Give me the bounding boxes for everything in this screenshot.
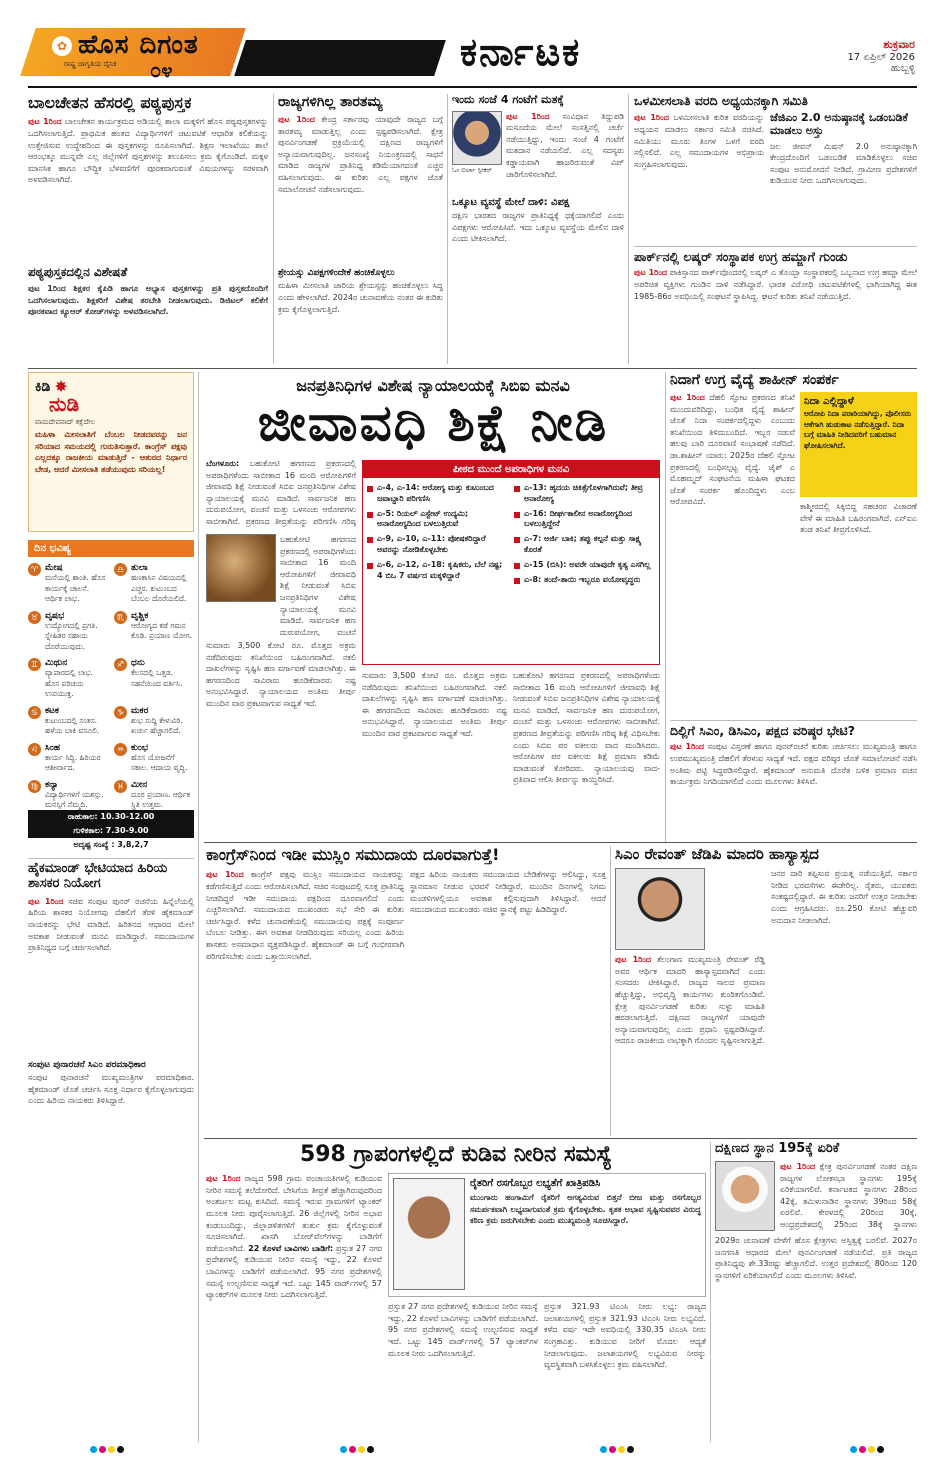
horoscope-title: ದಿನ ಭವಿಷ್ಯ (28, 540, 194, 557)
article-body: ಪ್ರಸ್ತುತ 321.93 ಟಿಎಂಸಿ ನೀರು ಲಭ್ಯ: ರಾಜ್ಯದ ಜಲಾಶಯಗಳಲ್ಲಿ ಪ್ರಸ್ತುತ 321.93 ಟಿಎಂಸಿ ನೀರು ಲಭ್ಯವಿದೆ. ಕಳೆದ ವರ್ಷ ಇದೇ ಅವಧಿಯಲ್ಲಿ 330.35 ಟಿಎಂಸಿ ನೀರು ಸಂಗ್ರಹವಿತ್ತು. ಕುಡಿಯುವ ನೀರಿಗೆ ಮೊದಲ ಆದ್ಯತೆ ನೀಡಲಾಗುವುದು. ಜಲಾಶಯಗಳಲ್ಲಿ ಲಭ್ಯವಿರುವ ನೀರನ್ನು ವ್ಯವಸ್ಥಿತವಾಗಿ ಬಳಸಿಕೊಳ್ಳಲು ಕ್ರಮ ವಹಿಸಲಾಗಿದೆ. (544, 1302, 706, 1370)
box-body: ಜಲ ಜೀವನ್ ಮಿಷನ್ 2.0 ಅನುಷ್ಠಾನಕ್ಕಾಗಿ ಕೇಂದ್ರದೊಂದಿಗೆ ಒಡಂಬಡಿಕೆ ಮಾಡಿಕೊಳ್ಳಲು ಸಚಿವ ಸಂಪುಟ ಅನುಮೋದನೆ ನೀಡಿದೆ. ಗ್ರಾಮೀಣ ಪ್ರದೇಶಗಳಿಗೆ ಕುಡಿಯುವ ನೀರು ಒದಗಿಸಲಾಗುವುದು. (770, 141, 917, 186)
subheadline: ಶ್ರೇಯಸ್ಸು ವಿಪಕ್ಷಗಳಿಂದೇಕೆ ಹಂಚಿಕೊಳ್ಳಲು (278, 268, 395, 279)
zodiac-icon: ♍ (28, 780, 41, 793)
article-congress (206, 846, 606, 1136)
dateline: ಪುಟ 1ರಿಂದ (28, 896, 64, 906)
sign-name: ಧನು (131, 658, 145, 668)
sign-prediction: ವಿದ್ಯಾರ್ಥಿಗಳಿಗೆ ಯಶಸ್ಸು. ಮನಸ್ಸಿಗೆ ನೆಮ್ಮದಿ. (45, 789, 104, 809)
page-number: ೦೪ (150, 58, 173, 82)
zodiac-icon: ♓ (114, 780, 127, 793)
zodiac-icon: ♎ (114, 563, 127, 576)
sign-prediction: ಉದ್ಯೋಗದಲ್ಲಿ ಪ್ರಗತಿ. ಸ್ನೇಹಿತರ ಸಹಾಯ ದೊರೆಯುವುದು. (45, 620, 98, 651)
spark-icon: ✸ (54, 377, 68, 396)
dateline: ಪುಟ 1ರಿಂದ (506, 111, 550, 121)
horoscope-sign (114, 658, 194, 700)
sign-prediction: ಹೊಸ ಯೋಜನೆಗೆ ಸಕಾಲ. ಆದಾಯ ವೃದ್ಧಿ. (131, 752, 188, 772)
subheadline: ಸಂಪುಟ ಪುನಾರಚನೆ ಸಿಎಂ ಪರಮಾಧಿಕಾರ (28, 1059, 146, 1070)
headline: 598 ಗ್ರಾಪಂಗಳಲ್ಲಿದೆ ಕುಡಿವ ನೀರಿನ ಸಮಸ್ಯೆ (299, 1142, 613, 1167)
article-body: ದಕ್ಷಿಣ ಭಾರತದ ರಾಜ್ಯಗಳ ಪ್ರಾತಿನಿಧ್ಯಕ್ಕೆ ಧಕ್ಕೆಯಾಗಲಿದೆ ಎಂದು ವಿಪಕ್ಷಗಳು ಆರೋಪಿಸಿವೆ. ಇದು ಒಕ್ಕೂಟ ವ್ಯವಸ್ಥೆಯ ಮೇಲಿನ ದಾಳಿ ಎಂದು ಟೀಕಿಸಲಾಗಿದೆ. (452, 211, 624, 244)
horoscope-sign (28, 706, 108, 737)
article-body: ಸಂವಿಧಾನ ತಿದ್ದುಪಡಿ ಮಸೂದೆಯ ಮೇಲೆ ಸಂಸತ್ತಿನಲ್ಲಿ ಚರ್ಚೆ ನಡೆಯುತ್ತಿದ್ದು, ಇಂದು ಸಂಜೆ 4 ಗಂಟೆಗೆ ಮತದಾನ ನಡೆಯಲಿದೆ. ಎಲ್ಲ ಸದಸ್ಯರು ಕಡ್ಡಾಯವಾಗಿ ಹಾಜರಿರುವಂತೆ ವಿಪ್ ಜಾರಿಗೊಳಿಸಲಾಗಿದೆ. (506, 111, 624, 179)
print-registration-marks (850, 1446, 884, 1453)
nida-box-title: ನಿದಾ ಎಲ್ಲಿದ್ದಾಳೆ (804, 396, 854, 408)
subheadline: ಪಠ್ಯಪುಸ್ತಕದಲ್ಲಿನ ವಿಶೇಷತೆ (28, 265, 128, 280)
dateline: ಪುಟ 1ರಿಂದ (206, 870, 244, 880)
sign-prediction: ವ್ಯಾಪಾರದಲ್ಲಿ ಲಾಭ. ಹೊಸ ಪರಿಚಯ ಉಪಯುಕ್ತ. (45, 668, 93, 698)
headline: ದಕ್ಷಿಣದ ಸ್ಥಾನ 195ಕ್ಕೆ ಏರಿಕೆ (715, 1141, 840, 1156)
article-body: ಸುಮಾರು 3,500 ಕೋಟಿ ರೂ. ಮೊತ್ತದ ಅಕ್ರಮ ನಡೆದಿರುವುದು ತನಿಖೆಯಿಂದ ಬಹಿರಂಗವಾಗಿದೆ. ನಕಲಿ ದಾಖಲೆಗಳನ್ನು ಸೃಷ್ಟಿಸಿ ಹಣ ವರ್ಗಾವಣೆ ಮಾಡಲಾಗಿತ್ತು. ಈ ಹಗರಣದಿಂದ ಸಾವಿರಾರು ಹೂಡಿಕೆದಾರರು ನಷ್ಟ ಅನುಭವಿಸಿದ್ದಾರೆ. ನ್ಯಾಯಾಲಯದ ಅಂತಿಮ ತೀರ್ಪು ಮುಂದಿನ ವಾರ ಪ್ರಕಟವಾಗುವ ಸಾಧ್ಯತೆ ಇದೆ. (362, 671, 507, 738)
sign-name: ಕನ್ಯಾ (45, 779, 59, 790)
article-obc (634, 94, 917, 244)
sign-prediction: ಶುಭ ಸುದ್ದಿ ಕೇಳುವಿರಿ. ಖರ್ಚು ಹೆಚ್ಚಾಗಲಿದೆ. (131, 715, 183, 735)
appeal-list-right (514, 483, 655, 589)
nudi-title: ನುಡಿ (49, 392, 80, 416)
article-body: ಪಾಕಿಸ್ತಾನದ ಪಾರ್ಕ್‌ವೊಂದರಲ್ಲಿ ಲಷ್ಕರ್ ಎ ತೊಯ್ಬಾ ಸಂಸ್ಥಾಪಕರಲ್ಲಿ ಒಬ್ಬನಾದ ಉಗ್ರ ಹಮ್ಜಾ ಮೇಲೆ ಅಪರಿಚಿತ ವ್ಯಕ್ತಿಗಳು ಗುಂಡಿನ ದಾಳಿ ನಡೆಸಿದ್ದಾರೆ. ಭಾರತ ವಿರೋಧಿ ಚಟುವಟಿಕೆಗಳಲ್ಲಿ ಭಾಗಿಯಾಗಿದ್ದ ಈತ 1985-86ರ ಅವಧಿಯಲ್ಲಿ ಸಂಘಟನೆ ಸ್ಥಾಪಿಸಿದ್ದ. ಘಟನೆ ಕುರಿತು ತನಿಖೆ ನಡೆಯುತ್ತಿದೆ. (634, 268, 917, 301)
issue-city: ಹುಬ್ಬಳ್ಳಿ (890, 63, 915, 74)
article-shaheen (670, 372, 917, 717)
kidi-byline: ವಾಮದೇವವಾದ್ ಕಕ್ಷೆದೇಲ (35, 418, 95, 426)
dateline: ಪುಟ 1ರಿಂದ (634, 268, 668, 278)
article-body: ಪಕ್ಷದ ಹಿರಿಯ ನಾಯಕರು ಸಮುದಾಯದ ಬೇಡಿಕೆಗಳನ್ನು ಆಲಿಸಿದ್ದು, ಸೂಕ್ತ ಸ್ಥಾನಮಾನ ನೀಡುವ ಭರವಸೆ ನೀಡಿದ್ದಾರೆ. ಮುಂದಿನ ದಿನಗಳಲ್ಲಿ ನಿಗಮ ಮಂಡಳಿಗಳಲ್ಲಿಯೂ ಅವಕಾಶ ಕಲ್ಪಿಸುವುದಾಗಿ ತಿಳಿಸಿದ್ದಾರೆ. ಆದರೆ ಸಮುದಾಯದ ಮುಖಂಡರು ಸಚಿವ ಸ್ಥಾನಕ್ಕೆ ಪಟ್ಟು ಹಿಡಿದಿದ್ದಾರೆ. (410, 870, 606, 915)
article-park (634, 250, 917, 364)
headline: ನಿದಾಗೆ ಉಗ್ರ ವೈದ್ಯೆ ಶಾಹೀನ್ ಸಂಪರ್ಕ (670, 372, 839, 388)
appeal-item: ಎ-5: ರಿಯಲ್ ಎಸ್ಟೇಟ್ ಉದ್ಯಮಿ; ಅನಾರೋಗ್ಯದಿಂದ ಬಳಲುತ್ತಿರುವೆ (367, 509, 508, 531)
column-divider (198, 372, 199, 1442)
article-body: ತೆಲಂಗಾಣ ಮುಖ್ಯಮಂತ್ರಿ ರೇವಂತ್ ರೆಡ್ಡಿ ಅವರ ಆರ್ಥಿಕ ಮಾದರಿ ಹಾಸ್ಯಾಸ್ಪದವಾಗಿದೆ ಎಂದು ಸಂಸದರು ಟೀಕಿಸಿದ್ದಾರೆ. ರಾಜ್ಯದ ಸಾಲದ ಪ್ರಮಾಣ ಹೆಚ್ಚುತ್ತಿದ್ದು, ಅಭಿವೃದ್ಧಿ ಕಾರ್ಯಗಳು ಕುಂಠಿತಗೊಂಡಿವೆ. ಕ್ಷೇತ್ರ ಪುನರ್ವಿಂಗಡಣೆ ಕುರಿತು ಸುಳ್ಳು ಮಾಹಿತಿ ಹರಡಲಾಗುತ್ತಿದೆ. ದಕ್ಷಿಣದ ರಾಜ್ಯಗಳಿಗೆ ಯಾವುದೇ ಅನ್ಯಾಯವಾಗುವುದಿಲ್ಲ ಎಂದು ಪ್ರಧಾನಿ ಸ್ಪಷ್ಟಪಡಿಸಿದ್ದಾರೆ. ಆದರೂ ರಾಜಕೀಯ ಲಾಭಕ್ಕಾಗಿ ಗೊಂದಲ ಸೃಷ್ಟಿಸಲಾಗುತ್ತಿದೆ. (615, 955, 765, 1046)
article-body: ಪುಟ 1ರಿಂದ ಶಿಕ್ಷಕರ ಕೈಪಿಡಿ ಹಾಗೂ ಅಭ್ಯಾಸ ಪುಸ್ತಕಗಳನ್ನು ಪ್ರತಿ ಪುಸ್ತಕದೊಂದಿಗೆ ಒದಗಿಸಲಾಗುವುದು. ಶಿಕ್ಷಕರಿಗೆ ವಿಶೇಷ ತರಬೇತಿ ನೀಡಲಾಗುವುದು. ಡಿಜಿಟಲ್ ಕಲಿಕೆಗೆ ಪೂರಕವಾದ ಕ್ಯೂಆರ್ ಕೋಡ್‌ಗಳನ್ನು ಅಳವಡಿಸಲಾಗಿದೆ. (28, 284, 268, 317)
article-delhi (670, 724, 917, 842)
zodiac-icon: ♒ (114, 743, 127, 756)
column-divider (273, 94, 274, 364)
headline: ಪಾರ್ಕ್‌ನಲ್ಲಿ ಲಷ್ಕರ್ ಸಂಸ್ಥಾಪಕ ಉಗ್ರ ಹಮ್ಜಾಗೆ ಗುಂಡು (634, 249, 848, 264)
article-body: ಸಚಿವ ಸಂಪುಟ ಪುನರ್ ರಚನೆಯ ಹಿನ್ನೆಲೆಯಲ್ಲಿ ಹಿರಿಯ ಶಾಸಕರ ನಿಯೋಗವು ದೆಹಲಿಗೆ ತೆರಳಿ ಹೈಕಮಾಂಡ್ ನಾಯಕರನ್ನು ಭೇಟಿ ಮಾಡಿದೆ. ಹಿರಿತನದ ಆಧಾರದ ಮೇಲೆ ಅವಕಾಶ ನೀಡುವಂತೆ ಮನವಿ ಮಾಡಿದ್ದಾರೆ. ಸಮುದಾಯಗಳ ಪ್ರಾತಿನಿಧ್ಯದ ಬಗ್ಗೆ ಚರ್ಚಿಸಲಾಗಿದೆ. (28, 896, 194, 953)
nida-box-body: ಆರೋಪಿ ನಿದಾ ಪರಾರಿಯಾಗಿದ್ದು, ಪೊಲೀಸರು ಆಕೆಗಾಗಿ ಹುಡುಕಾಟ ನಡೆಸುತ್ತಿದ್ದಾರೆ. ನಿದಾ ಬಗ್ಗೆ ಮಾಹಿತಿ ನೀಡಿದವರಿಗೆ ಬಹುಮಾನ ಘೋಷಿಸಲಾಗಿದೆ. (804, 409, 912, 450)
sign-name: ಮಕರ (131, 705, 149, 716)
masthead-rule (28, 86, 917, 88)
zodiac-icon: ♋ (28, 706, 41, 719)
article-body: ಸಂಪುಟ ಪುನಾರಚನೆ ಮುಖ್ಯಮಂತ್ರಿಗಳ ಪರಮಾಧಿಕಾರ. ಹೈಕಮಾಂಡ್ ಜೊತೆ ಚರ್ಚಿಸಿ ಸೂಕ್ತ ನಿರ್ಧಾರ ಕೈಗೊಳ್ಳಲಾಗುವುದು ಎಂದು ಹಿರಿಯ ನಾಯಕರು ತಿಳಿಸಿದ್ದಾರೆ. (28, 1073, 194, 1106)
headline: ದಿಲ್ಲಿಗೆ ಸಿಎಂ, ಡಿಸಿಎಂ, ಪಕ್ಷದ ವರಿಷ್ಠರ ಭೇಟಿ? (670, 723, 855, 738)
section-divider (28, 858, 194, 859)
sign-name: ತುಲಾ (131, 563, 148, 573)
horoscope-grid (28, 557, 194, 817)
zodiac-icon: ♐ (114, 658, 127, 671)
article-body: ಸಂಪುಟ ವಿಸ್ತರಣೆ ಹಾಗೂ ಪುನರ್‌ರಚನೆ ಕುರಿತು ಚರ್ಚಿಸಲು ಮುಖ್ಯಮಂತ್ರಿ ಹಾಗೂ ಉಪಮುಖ್ಯಮಂತ್ರಿ ದೆಹಲಿಗೆ ತೆರಳುವ ಸಾಧ್ಯತೆ ಇದೆ. ಪಕ್ಷದ ವರಿಷ್ಠರ ಜೊತೆ ಸಮಾಲೋಚನೆ ನಡೆಸಿ ಅಂತಿಮ ಪಟ್ಟಿ ಸಿದ್ಧಪಡಿಸಲಿದ್ದಾರೆ. ಹೈಕಮಾಂಡ್ ಅನುಮತಿ ದೊರೆತ ಬಳಿಕ ಪ್ರಮಾಣ ವಚನ ಕಾರ್ಯಕ್ರಮ ನಿಗದಿಯಾಗಲಿದೆ ಎಂದು ಮೂಲಗಳು ತಿಳಿಸಿವೆ. (670, 742, 917, 787)
appeal-item: ಎ-6, ಎ-12, ಎ-18: ಕೃಷಿಕರು, ಬೆಲೆ ನಷ್ಟ; 4 ಬಿಒ 7 ವರ್ಷದ ಮಕ್ಕಳಿದ್ದಾರೆ (367, 560, 508, 582)
zodiac-icon: ♑ (114, 706, 127, 719)
kidi-body: ಮಹಿಳಾ ಮೀಸಲಾತಿಗೆ ಬೆಂಬಲ ನೀಡದವರನ್ನು ಜನ ಸರಿಯಾದ ಸಮಯದಲ್ಲಿ ಗುರುತಿಸುತ್ತಾರೆ. ಕಾಂಗ್ರೆಸ್ ಪಕ್ಷವು ಎಲ್ಲದಕ್ಕೂ ರಾಜಕೀಯ ಮಾಡುತ್ತಿದೆ - ಆತುರದ ನಿರ್ಧಾರ ಬೇಡ, ಆದರೆ ಮೀಸಲಾತಿ ತಡೆಯುವುದು ಸರಿಯಲ್ಲ! (35, 430, 187, 474)
article-body: ಪ್ರಸ್ತುತ 27 ನಗರ ಪ್ರದೇಶಗಳಲ್ಲಿ ಕುಡಿಯುವ ನೀರಿನ ಸಮಸ್ಯೆ ಇದ್ದು, 22 ಕೊಳವೆ ಬಾವಿಗಳನ್ನು ಬಾಡಿಗೆಗೆ ಪಡೆಯಲಾಗಿದೆ. 95 ನಗರ ಪ್ರದೇಶಗಳಲ್ಲಿ ಸಮಸ್ಯೆ ಉಲ್ಬಣಿಸುವ ಸಾಧ್ಯತೆ ಇದೆ. ಒಟ್ಟು 145 ವಾರ್ಡ್‌ಗಳಲ್ಲಿ 57 ಟ್ಯಾಂಕರ್‌ಗಳ ಮೂಲಕ ನೀರು ಒದಗಿಸಲಾಗುತ್ತಿದೆ. (206, 1243, 382, 1300)
article-body: ದೆಹಲಿ ಸ್ಫೋಟ ಪ್ರಕರಣದ ತನಿಖೆ ಮುಂದುವರಿದಿದ್ದು, ಬಂಧಿತ ವೈದ್ಯೆ ಶಾಹೀನ್ ಜೊತೆ ನಿದಾ ಸಂಪರ್ಕದಲ್ಲಿದ್ದಳು ಎಂಬುದು ತನಿಖೆಯಿಂದ ತಿಳಿದುಬಂದಿದೆ. ಇಬ್ಬರ ನಡುವೆ ಹಲವು ಬಾರಿ ದೂರವಾಣಿ ಸಂಭಾಷಣೆ ನಡೆದಿದೆ. ಡಾ.ಶಾಹೀನ್ ಯಾರು: 2025ರ ದೆಹಲಿ ಸ್ಫೋಟ ಪ್ರಕರಣದಲ್ಲಿ ಬಂಧಿಸಲ್ಪಟ್ಟ ವೈದ್ಯೆ. ಜೈಶ್ ಎ ಮೊಹಮ್ಮದ್ ಸಂಘಟನೆಯ ಮಹಿಳಾ ಘಟಕದ ಜೊತೆ ಸಂಪರ್ಕ ಹೊಂದಿದ್ದಳು ಎಂಬ ಆರೋಪವಿದೆ. (670, 393, 795, 507)
zodiac-icon: ♌ (28, 743, 41, 756)
headline: ಬಾಲಚೇತನ ಹೆಸರಲ್ಲಿ ಪಠ್ಯಪುಸ್ತಕ (28, 93, 192, 112)
article-body: ಬಹುಕೋಟಿ ಹಗರಣದ ಪ್ರಕರಣದಲ್ಲಿ ಅಪರಾಧಿಗಳೆಂದು ಸಾಬೀತಾದ 16 ಮಂದಿ ಆರೋಪಿಗಳಿಗೆ ಜೀವಾವಧಿ ಶಿಕ್ಷೆ ನೀಡುವಂತೆ ಸಿಬಿಐ ಜನಪ್ರತಿನಿಧಿಗಳ ವಿಶೇಷ ನ್ಯಾಯಾಲಯಕ್ಕೆ ಮನವಿ ಮಾಡಿದೆ. ಸಾರ್ವಜನಿಕ ಹಣ ದುರುಪಯೋಗ, ವಂಚನೆ ಮತ್ತು ಒಳಸಂಚು ಆರೋಪಗಳು ಸಾಬೀತಾಗಿವೆ. ಪ್ರಕರಣದ ತೀವ್ರತೆಯನ್ನು ಪರಿಗಣಿಸಿ ಗರಿಷ್ಠ ಶಿಕ್ಷೆ ವಿಧಿಸಬೇಕು ಎಂದು ಸಿಬಿಐ ಪರ ವಕೀಲರು ವಾದ ಮಂಡಿಸಿದರು. ಆರೋಪಿಗಳ ಪರ ವಕೀಲರು ಶಿಕ್ಷೆ ಪ್ರಮಾಣ ಕಡಿಮೆ ಮಾಡುವಂತೆ ಕೋರಿದರು. ನ್ಯಾಯಾಲಯವು ವಾದ-ಪ್ರತಿವಾದ ಆಲಿಸಿ ತೀರ್ಪನ್ನು ಕಾಯ್ದಿರಿಸಿದೆ. (513, 671, 660, 785)
kidi-nudi-box (28, 372, 194, 532)
horoscope-sign (114, 780, 194, 811)
horoscope-sign (114, 706, 194, 737)
article-body: ಬಹುಕೋಟಿ ಹಗರಣದ ಪ್ರಕರಣದಲ್ಲಿ ಅಪರಾಧಿಗಳೆಂದು ಸಾಬೀತಾದ 16 ಮಂದಿ ಆರೋಪಿಗಳಿಗೆ ಜೀವಾವಧಿ ಶಿಕ್ಷೆ ನೀಡುವಂತೆ ಸಿಬಿಐ ಜನಪ್ರತಿನಿಧಿಗಳ ವಿಶೇಷ ನ್ಯಾಯಾಲಯಕ್ಕೆ ಮನವಿ ಮಾಡಿದೆ. ಸಾರ್ವಜನಿಕ ಹಣ ದುರುಪಯೋಗ, ವಂಚನೆ (280, 535, 356, 637)
article-body: ಜನರ ದಾರಿ ತಪ್ಪಿಸುವ ಪ್ರಯತ್ನ ನಡೆಯುತ್ತಿದೆ. ಸರ್ಕಾರ ನೀಡಿದ ಭರವಸೆಗಳು ಈಡೇರಿಲ್ಲ. ರೈತರು, ಯುವಕರು ಸಂಕಷ್ಟದಲ್ಲಿದ್ದಾರೆ. ಈ ಕುರಿತು ಜನರಿಗೆ ಉತ್ತರ ನೀಡಬೇಕು ಎಂದು ಆಗ್ರಹಿಸಿದರು. ರೂ.250 ಕೋಟಿ ಹೆಚ್ಚುವರಿ ಅನುದಾನ ನೀಡಲಾಗಿದೆ. (771, 869, 917, 925)
article-south (715, 1142, 917, 1442)
dateline: ಪುಟ 1ರಿಂದ (670, 393, 705, 403)
mp-photo (615, 868, 705, 950)
jjm-box (770, 112, 917, 230)
sign-prediction: ಮನೆಯಲ್ಲಿ ಶಾಂತಿ. ಹೊಸ ಕಾರ್ಯಕ್ಕೆ ಚಾಲನೆ. ಆರ್ಥಿಕ ಲಾಭ. (45, 573, 106, 603)
sign-prediction: ಆರೋಗ್ಯದ ಕಡೆ ಗಮನ ಕೊಡಿ. ಪ್ರಯಾಣ ಯೋಗ. (131, 620, 192, 640)
headline: ಸಿಎಂ ರೇವಂತ್ ಜೆಡಿಪಿ ಮಾದರಿ ಹಾಸ್ಯಾಸ್ಪದ (615, 845, 819, 863)
appeal-item: ಎ-8: ತಂದೆ-ತಾಯಿ ಇಬ್ಬರೂ ವಯೋವೃದ್ಧರು (514, 575, 655, 586)
zodiac-icon: ♏ (114, 611, 127, 624)
sign-name: ವೃಷಭ (45, 610, 65, 621)
horoscope-sign (28, 563, 108, 605)
sign-prediction: ಕಾರ್ಯ ಸಿದ್ಧಿ. ಹಿರಿಯರ ಆಶೀರ್ವಾದ. (45, 752, 101, 772)
sign-prediction: ಹಣಕಾಸಿನ ವಿಷಯದಲ್ಲಿ ಎಚ್ಚರ. ಕುಟುಂಬದ ಬೆಂಬಲ ದೊರೆಯಲಿದೆ. (131, 573, 187, 603)
fertilizer-box (388, 1173, 706, 1297)
column-divider (610, 846, 611, 1136)
zodiac-icon: ♈ (28, 563, 41, 576)
nida-box (800, 392, 917, 497)
article-body: ಕ್ಷೇತ್ರ ಪುನರ್ವಿಂಗಡಣೆ ನಂತರ ದಕ್ಷಿಣ ರಾಜ್ಯಗಳ ಲೋಕಸಭಾ ಸ್ಥಾನಗಳು 195ಕ್ಕೆ ಏರಿಕೆಯಾಗಲಿವೆ. ಕರ್ನಾಟಕದ ಸ್ಥಾನಗಳು 28ರಿಂದ 42ಕ್ಕೆ, ತಮಿಳುನಾಡಿನ ಸ್ಥಾನಗಳು 39ರಿಂದ 58ಕ್ಕೆ ಏರಲಿವೆ. ಕೇರಳದಲ್ಲಿ 20ರಿಂದ 30ಕ್ಕೆ, ಆಂಧ್ರಪ್ರದೇಶದಲ್ಲಿ 25ರಿಂದ 38ಕ್ಕೆ ಸ್ಥಾನಗಳು (780, 1161, 917, 1229)
sign-name: ಕುಂಭ (131, 742, 149, 753)
gavel-photo (206, 534, 276, 602)
appeal-box (362, 460, 660, 665)
article-water (206, 1142, 706, 1442)
section-divider (204, 842, 917, 843)
sign-prediction: ಕುಟುಂಬದಲ್ಲಿ ಸಂತಸ. ಹಳೆಯ ಬಾಕಿ ವಸೂಲಿ. (45, 715, 100, 735)
timings-box (28, 810, 194, 856)
logo-text: ಹೊಸ ದಿಗಂತ (78, 30, 199, 60)
masthead-black-band (234, 40, 446, 76)
gulika-kala: ಗುಳಿಕಕಾಲ: 7.30-9.00 (28, 824, 194, 838)
article-body: ಕಾಶ್ಮೀರದಲ್ಲಿ ಸಿಕ್ಕಿಬಿದ್ದ ಸಹಚರರ ವಿಚಾರಣೆ ವೇಳೆ ಈ ಮಾಹಿತಿ ಬಹಿರಂಗವಾಗಿದೆ. ಎನ್‌ಐಎ ತಂಡ ತನಿಖೆ ತೀವ್ರಗೊಳಿಸಿದೆ. (800, 502, 917, 535)
section-title: ಕರ್ನಾಟಕ (460, 30, 582, 74)
dateline: ಪುಟ 1ರಿಂದ (634, 113, 669, 123)
article-body: ಬಾಲಚೇತನ ಕಾರ್ಯಕ್ರಮದ ಅಡಿಯಲ್ಲಿ ಶಾಲಾ ಮಕ್ಕಳಿಗೆ ಹೊಸ ಪಠ್ಯಪುಸ್ತಕಗಳನ್ನು ಒದಗಿಸಲಾಗುತ್ತಿದೆ. ಪ್ರಾಥಮಿಕ ಹಂತದ ವಿದ್ಯಾರ್ಥಿಗಳಿಗೆ ಚಟುವಟಿಕೆ ಆಧಾರಿತ ಕಲಿಕೆಯನ್ನು ಉತ್ತೇಜಿಸುವ ಉದ್ದೇಶದಿಂದ ಈ ಪುಸ್ತಕಗಳನ್ನು ರೂಪಿಸಲಾಗಿದೆ. ಶಿಕ್ಷಣ ಇಲಾಖೆಯು ಶಾಲೆ ಆರಂಭಕ್ಕೂ ಮುನ್ನವೇ ಎಲ್ಲ ಜಿಲ್ಲೆಗಳಿಗೆ ಪುಸ್ತಕಗಳನ್ನು ತಲುಪಿಸಲು ಕ್ರಮ ಕೈಗೊಂಡಿದೆ. ಮಕ್ಕಳ ಮಾನಸಿಕ ಹಾಗೂ ಬೌದ್ಧಿಕ ಬೆಳವಣಿಗೆಗೆ ಪೂರಕವಾಗುವಂತೆ ವಿಷಯಗಳನ್ನು ಸರಳವಾಗಿ ಅಳವಡಿಸಲಾಗಿದೆ. (28, 117, 268, 185)
column-divider (628, 94, 629, 364)
masthead (0, 0, 945, 92)
section-divider (670, 720, 917, 721)
sign-name: ಮೇಷ (45, 563, 63, 573)
column-divider (710, 1142, 711, 1442)
article-tonight (452, 94, 624, 364)
horoscope-sign (28, 611, 108, 653)
horoscope-sign (28, 780, 108, 811)
headline: ಒಳಮೀಸಲಾತಿ ವರದಿ ಅಧ್ಯಯನಕ್ಕಾಗಿ ಸಮಿತಿ (634, 93, 808, 108)
article-states (278, 94, 443, 364)
article-hikmand (28, 862, 194, 1442)
section-divider (28, 368, 917, 369)
headline: ರಾಜ್ಯಗಳಿಗಿಲ್ಲ ತಾರತಮ್ಯ (278, 94, 383, 110)
article-body: ಒಳಮೀಸಲಾತಿ ಕುರಿತ ವರದಿಯನ್ನು ಅಧ್ಯಯನ ಮಾಡಲು ಸರ್ಕಾರ ಸಮಿತಿ ರಚಿಸಿದೆ. ಸಮಿತಿಯು ಮೂರು ತಿಂಗಳ ಒಳಗೆ ವರದಿ ಸಲ್ಲಿಸಲಿದೆ. ಎಲ್ಲ ಸಮುದಾಯಗಳ ಅಭಿಪ್ರಾಯ ಸಂಗ್ರಹಿಸಲಾಗುವುದು. (634, 113, 764, 169)
sign-name: ಮೀನ (131, 779, 148, 790)
sign-name: ಕಟಕ (45, 705, 59, 716)
box-headline: ಜೆಜಿಎಂ 2.0 ಅನುಷ್ಠಾನಕ್ಕೆ ಒಡಂಬಡಿಕೆ ಮಾಡಲು ಅಸ್ತು (770, 111, 908, 138)
dateline: ಪುಟ 1ರಿಂದ (780, 1161, 816, 1171)
rahu-kala: ರಾಹುಕಾಲ: 10.30-12.00 (28, 810, 194, 824)
dateline: ಪುಟ 1ರಿಂದ (615, 955, 652, 965)
article-revanth (615, 846, 917, 1136)
lotus-icon: ✿ (52, 36, 72, 56)
headline: ಕಾಂಗ್ರೆಸ್‌ನಿಂದ ಇಡೀ ಮುಸ್ಲಿಂ ಸಮುದಾಯ ದೂರವಾಗುತ್ತೆ! (206, 845, 500, 864)
appeal-list-left (367, 483, 508, 589)
horoscope-sign (28, 743, 108, 774)
horoscope-section (28, 540, 194, 810)
horoscope-sign (28, 658, 108, 700)
subheadline: ಒಕ್ಕೂಟ ವ್ಯವಸ್ಥೆ ಮೇಲೆ ದಾಳಿ: ವಿಪಕ್ಷ (452, 196, 570, 208)
minister-photo (715, 1161, 775, 1231)
zodiac-icon: ♊ (28, 658, 41, 671)
dateline: ಪುಟ 1ರಿಂದ (206, 1174, 241, 1184)
section-divider (204, 1138, 917, 1139)
article-body: ಕಾಂಗ್ರೆಸ್ ಪಕ್ಷವು ಮುಸ್ಲಿಂ ಸಮುದಾಯದ ನಾಯಕರನ್ನು ಕಡೆಗಣಿಸುತ್ತಿದೆ ಎಂದು ಆರೋಪಿಸಲಾಗಿದೆ. ಸಚಿವ ಸಂಪುಟದಲ್ಲಿ ಸೂಕ್ತ ಪ್ರಾತಿನಿಧ್ಯ ನೀಡದಿದ್ದರೆ ಇಡೀ ಸಮುದಾಯ ಪಕ್ಷದಿಂದ ದೂರವಾಗಲಿದೆ ಎಂದು ಎಚ್ಚರಿಸಲಾಗಿದೆ. ಸಮುದಾಯದ ಮುಖಂಡರು ಸಭೆ ಸೇರಿ ಈ ಕುರಿತು ಚರ್ಚಿಸಿದ್ದಾರೆ. ಕಳೆದ ಚುನಾವಣೆಯಲ್ಲಿ ಸಮುದಾಯವು ಪಕ್ಷಕ್ಕೆ ಸಂಪೂರ್ಣ ಬೆಂಬಲ ನೀಡಿತ್ತು. ಈಗ ಅವಕಾಶ ನೀಡದಿರುವುದು ಸರಿಯಲ್ಲ ಎಂದು ಹಿರಿಯ ಶಾಸಕರು ಅಸಮಾಧಾನ ವ್ಯಕ್ತಪಡಿಸಿದ್ದಾರೆ. ಹೈಕಮಾಂಡ್ ಈ ಬಗ್ಗೆ ಗಂಭೀರವಾಗಿ ಪರಿಗಣಿಸಬೇಕು ಎಂದು ಒತ್ತಾಯಿಸಲಾಗಿದೆ. (206, 870, 404, 961)
column-divider (447, 94, 448, 364)
headline: ಹೈಕಮಾಂಡ್ ಭೇಟಿಯಾದ ಹಿರಿಯ ಶಾಸಕರ ನಿಯೋಗ (28, 861, 168, 891)
appeal-item: ಎ-7: ಅರ್ಜಿ ಬಾಕಿ; ತಪ್ಪು ಕಲ್ಪನೆ ಮತ್ತು ಸಾಕ್ಷ್ಯ ಕೊರತೆ (514, 534, 655, 556)
article-body: ಕೇಂದ್ರ ಸರ್ಕಾರವು ಯಾವುದೇ ರಾಜ್ಯದ ಬಗ್ಗೆ ತಾರತಮ್ಯ ಮಾಡುತ್ತಿಲ್ಲ ಎಂದು ಸ್ಪಷ್ಟಪಡಿಸಲಾಗಿದೆ. ಕ್ಷೇತ್ರ ಪುನರ್ವಿಂಗಡಣೆ ಪ್ರಕ್ರಿಯೆಯಲ್ಲಿ ದಕ್ಷಿಣದ ರಾಜ್ಯಗಳಿಗೆ ಅನ್ಯಾಯವಾಗುವುದಿಲ್ಲ. ಜನಸಂಖ್ಯೆ ನಿಯಂತ್ರಣದಲ್ಲಿ ಸಾಧನೆ ಮಾಡಿದ ರಾಜ್ಯಗಳ ಪ್ರಾತಿನಿಧ್ಯ ಕಡಿಮೆಯಾಗದಂತೆ ಎಚ್ಚರ ವಹಿಸಲಾಗುವುದು. ಈ ಕುರಿತು ಎಲ್ಲ ಪಕ್ಷಗಳ ಜೊತೆ ಸಮಾಲೋಚನೆ ನಡೆಸಲಾಗುವುದು. (278, 115, 443, 194)
cm-photo (393, 1178, 465, 1290)
subheadline: 22 ಕೊಳವೆ ಬಾವಿಗಳು ಬಾಡಿಗೆ: (248, 1243, 334, 1253)
appeal-item: ಎ-4, ಎ-14: ಆರೋಗ್ಯ ಮತ್ತು ಕುಟುಂಬದ ಜವಾಬ್ದಾರಿ ಪರಿಗಣಿಸಿ (367, 483, 508, 505)
sign-name: ಸಿಂಹ (45, 742, 61, 753)
article-body: ಸುಮಾರು 3,500 ಕೋಟಿ ರೂ. ಮೊತ್ತದ ಅಕ್ರಮ ನಡೆದಿರುವುದು ತನಿಖೆಯಿಂದ ಬಹಿರಂಗವಾಗಿದೆ. ನಕಲಿ ದಾಖಲೆಗಳನ್ನು ಸೃಷ್ಟಿಸಿ ಹಣ ವರ್ಗಾವಣೆ ಮಾಡಲಾಗಿತ್ತು. ಈ ಹಗರಣದಿಂದ ಸಾವಿರಾರು ಹೂಡಿಕೆದಾರರು ನಷ್ಟ ಅನುಭವಿಸಿದ್ದಾರೆ. ನ್ಯಾಯಾಲಯದ ಅಂತಿಮ ತೀರ್ಪು ಮುಂದಿನ ವಾರ ಪ್ರಕಟವಾಗುವ ಸಾಧ್ಯತೆ ಇದೆ. (206, 641, 356, 708)
lead-kicker: ಜನಪ್ರತಿನಿಧಿಗಳ ವಿಶೇಷ ನ್ಯಾಯಾಲಯಕ್ಕೆ ಸಿಬಿಐ ಮನವಿ (296, 376, 570, 395)
dateline: ಬೆಂಗಳೂರು: (206, 459, 240, 468)
sign-name: ವೃಶ್ಚಿಕ (131, 610, 149, 621)
print-registration-marks (340, 1446, 374, 1453)
speaker-photo (452, 111, 502, 191)
fertilizer-body: ಮುಂಗಾರು ಹಂಗಾಮಿಗೆ ರೈತರಿಗೆ ಅಗತ್ಯವಿರುವ ಬಿತ್ತನೆ ಬೀಜ ಮತ್ತು ರಸಗೊಬ್ಬರ ಸಮರ್ಪಕವಾಗಿ ಲಭ್ಯವಾಗುವಂತೆ ಕ್ರಮ ಕೈಗೊಳ್ಳಬೇಕು. ಕೃತಕ ಅಭಾವ ಸೃಷ್ಟಿಸುವವರ ವಿರುದ್ಧ ಕಠಿಣ ಕ್ರಮ ಜರುಗಿಸಬೇಕು ಎಂದು ಮುಖ್ಯಮಂತ್ರಿ ಸೂಚಿಸಿದ್ದಾರೆ. (470, 1193, 701, 1226)
appeal-item: ಎ-13: ಹೃದಯ ಚಿಕಿತ್ಸೆಗೊಳಗಾಗಿರುವೆ; ತೀವ್ರ ಅನಾರೋಗ್ಯ (514, 483, 655, 505)
newspaper-logo (52, 30, 199, 61)
article-body: 2029ರ ಚುನಾವಣೆ ವೇಳೆಗೆ ಹೊಸ ಕ್ಷೇತ್ರಗಳು ಅಸ್ತಿತ್ವಕ್ಕೆ ಬರಲಿವೆ. 2027ರ ಜನಗಣತಿ ಆಧಾರದ ಮೇಲೆ ಪುನರ್ವಿಂಗಡಣೆ ನಡೆಯಲಿದೆ. ಪ್ರತಿ ರಾಜ್ಯದ ಪ್ರಾತಿನಿಧ್ಯವು ಶೇ.33ರಷ್ಟು ಹೆಚ್ಚಾಗಲಿದೆ. ಉತ್ತರ ಪ್ರದೇಶದಲ್ಲಿ 80ರಿಂದ 120 ಸ್ಥಾನಗಳಿಗೆ ಏರಿಕೆಯಾಗಲಿದೆ ಎಂದು ಮೂಲಗಳು ತಿಳಿಸಿವೆ. (715, 1235, 917, 1280)
headline: ಇಂದು ಸಂಜೆ 4 ಗಂಟೆಗೆ ಮತಕ್ಕೆ (452, 93, 564, 106)
horoscope-sign (114, 563, 194, 605)
article-body: ಮಹಿಳಾ ಮೀಸಲಾತಿ ಜಾರಿಯ ಶ್ರೇಯಸ್ಸನ್ನು ಹಂಚಿಕೊಳ್ಳಲು ಸಿದ್ಧ ಎಂದು ಹೇಳಲಾಗಿದೆ. 2024ರ ಚುನಾವಣೆಯ ನಂತರ ಈ ಕುರಿತು ಕ್ರಮ ಕೈಗೊಳ್ಳಲಾಗುತ್ತಿದೆ. (278, 281, 443, 314)
article-body: ರಾಜ್ಯದ 598 ಗ್ರಾಮ ಪಂಚಾಯತಿಗಳಲ್ಲಿ ಕುಡಿಯುವ ನೀರಿನ ಸಮಸ್ಯೆ ತಲೆದೋರಿದೆ. ಬೇಸಿಗೆಯ ತೀವ್ರತೆ ಹೆಚ್ಚಾಗಿರುವುದರಿಂದ ಅಂತರ್ಜಲ ಮಟ್ಟ ಕುಸಿದಿದೆ. ಸಮಸ್ಯೆ ಇರುವ ಗ್ರಾಮಗಳಿಗೆ ಟ್ಯಾಂಕರ್ ಮೂಲಕ ನೀರು ಪೂರೈಸಲಾಗುತ್ತಿದೆ. 26 ಜಿಲ್ಲೆಗಳಲ್ಲಿ ನೀರಿನ ಅಭಾವ ಕಂಡುಬಂದಿದ್ದು, ಜಿಲ್ಲಾಡಳಿತಗಳಿಗೆ ತುರ್ತು ಕ್ರಮ ಕೈಗೊಳ್ಳುವಂತೆ ಸೂಚಿಸಲಾಗಿದೆ. ಖಾಸಗಿ ಬೋರ್‌ವೆಲ್‌ಗಳನ್ನು ಬಾಡಿಗೆಗೆ ಪಡೆಯಲಾಗಿದೆ. (206, 1174, 382, 1253)
fertilizer-title: ರೈತರಿಗೆ ರಸಗೊಬ್ಬರ ಲಭ್ಯತೆಗೆ ಖಾತ್ರಿಪಡಿಸಿ (470, 1178, 601, 1190)
print-registration-marks (600, 1446, 634, 1453)
sign-prediction: ಕೆಲಸದಲ್ಲಿ ಒತ್ತಡ. ಸಹನೆಯಿಂದ ವರ್ತಿಸಿ. (131, 668, 183, 688)
sign-name: ಮಿಥುನ (45, 658, 68, 668)
lucky-number: ಅದೃಷ್ಟ ಸಂಖ್ಯೆ : 3,8,2,7 (73, 840, 149, 849)
issue-day: ಶುಕ್ರವಾರ (883, 38, 915, 51)
article-textbook (28, 94, 268, 364)
section-divider (634, 246, 917, 247)
appeal-item: ಎ-16: ದೀರ್ಘಕಾಲೀನ ಅನಾರೋಗ್ಯದಿಂದ ಬಳಲುತ್ತಿದ್ದೇನೆ (514, 509, 655, 531)
lead-headline: ಜೀವಾವಧಿ ಶಿಕ್ಷೆ ನೀಡಿ (257, 394, 609, 452)
horoscope-sign (114, 611, 194, 653)
appeal-box-title: ಪೀಠದ ಮುಂದೆ ಅಪರಾಧಿಗಳ ಮನವಿ (363, 461, 659, 478)
column-divider (665, 372, 666, 842)
issue-date: 17 ಏಪ್ರಿಲ್ 2026 (847, 52, 915, 63)
article-body: ಬಹುಕೋಟಿ ಹಗರಣದ ಪ್ರಕರಣದಲ್ಲಿ ಅಪರಾಧಿಗಳೆಂದು ಸಾಬೀತಾದ 16 ಮಂದಿ ಆರೋಪಿಗಳಿಗೆ ಜೀವಾವಧಿ ಶಿಕ್ಷೆ ನೀಡುವಂತೆ ಸಿಬಿಐ ಜನಪ್ರತಿನಿಧಿಗಳ ವಿಶೇಷ ನ್ಯಾಯಾಲಯಕ್ಕೆ ಮನವಿ ಮಾಡಿದೆ. ಸಾರ್ವಜನಿಕ ಹಣ ದುರುಪಯೋಗ, ವಂಚನೆ ಮತ್ತು ಒಳಸಂಚು ಆರೋಪಗಳು ಸಾಬೀತಾಗಿವೆ. ಪ್ರಕರಣದ ತೀವ್ರತೆಯನ್ನು ಪರಿಗಣಿಸಿ ಗರಿಷ್ಠ (206, 459, 356, 526)
appeal-item: ಎ-9, ಎ-10, ಎ-11: ಪೋಷಕರಿದ್ದಾರೆ ಅವರನ್ನು ನೋಡಿಕೊಳ್ಳಬೇಕು (367, 534, 508, 556)
logo-tagline: ರಾಷ್ಟ್ರ ಜಾಗೃತಿಯ ದೈನಿಕ (64, 60, 117, 68)
masthead-date-block (847, 38, 915, 74)
article-body: ಪ್ರಸ್ತುತ 27 ನಗರ ಪ್ರದೇಶಗಳಲ್ಲಿ ಕುಡಿಯುವ ನೀರಿನ ಸಮಸ್ಯೆ ಇದ್ದು, 22 ಕೊಳವೆ ಬಾವಿಗಳನ್ನು ಬಾಡಿಗೆಗೆ ಪಡೆಯಲಾಗಿದೆ. 95 ನಗರ ಪ್ರದೇಶಗಳಲ್ಲಿ ಸಮಸ್ಯೆ ಉಲ್ಬಣಿಸುವ ಸಾಧ್ಯತೆ ಇದೆ. ಒಟ್ಟು 145 ವಾರ್ಡ್‌ಗಳಲ್ಲಿ 57 ಟ್ಯಾಂಕರ್‌ಗಳ ಮೂಲಕ ನೀರು ಒದಗಿಸಲಾಗುತ್ತಿದೆ. (388, 1302, 538, 1358)
photo-caption: ಓಂ ಬಿರ್ಲಾ ಸ್ಪೀಕರ್ (452, 165, 492, 174)
kidi-title: ಕಿಡಿ (35, 378, 51, 395)
dateline: ಪುಟ 1ರಿಂದ (28, 117, 62, 127)
dateline: ಪುಟ 1ರಿಂದ (670, 742, 705, 752)
sign-prediction: ದೂರ ಪ್ರಯಾಣ. ಆರ್ಥಿಕ ಸ್ಥಿತಿ ಉತ್ತಮ. (131, 789, 190, 809)
appeal-item: ಎ-15 (ಬಿಸಿ): ಅವರೇ ಯಾವುದೇ ಕೃತ್ಯ ಎಸಗಿಲ್ಲ (514, 560, 655, 571)
zodiac-icon: ♉ (28, 611, 41, 624)
horoscope-sign (114, 743, 194, 774)
print-registration-marks (90, 1446, 124, 1453)
dateline: ಪುಟ 1ರಿಂದ (278, 115, 315, 125)
